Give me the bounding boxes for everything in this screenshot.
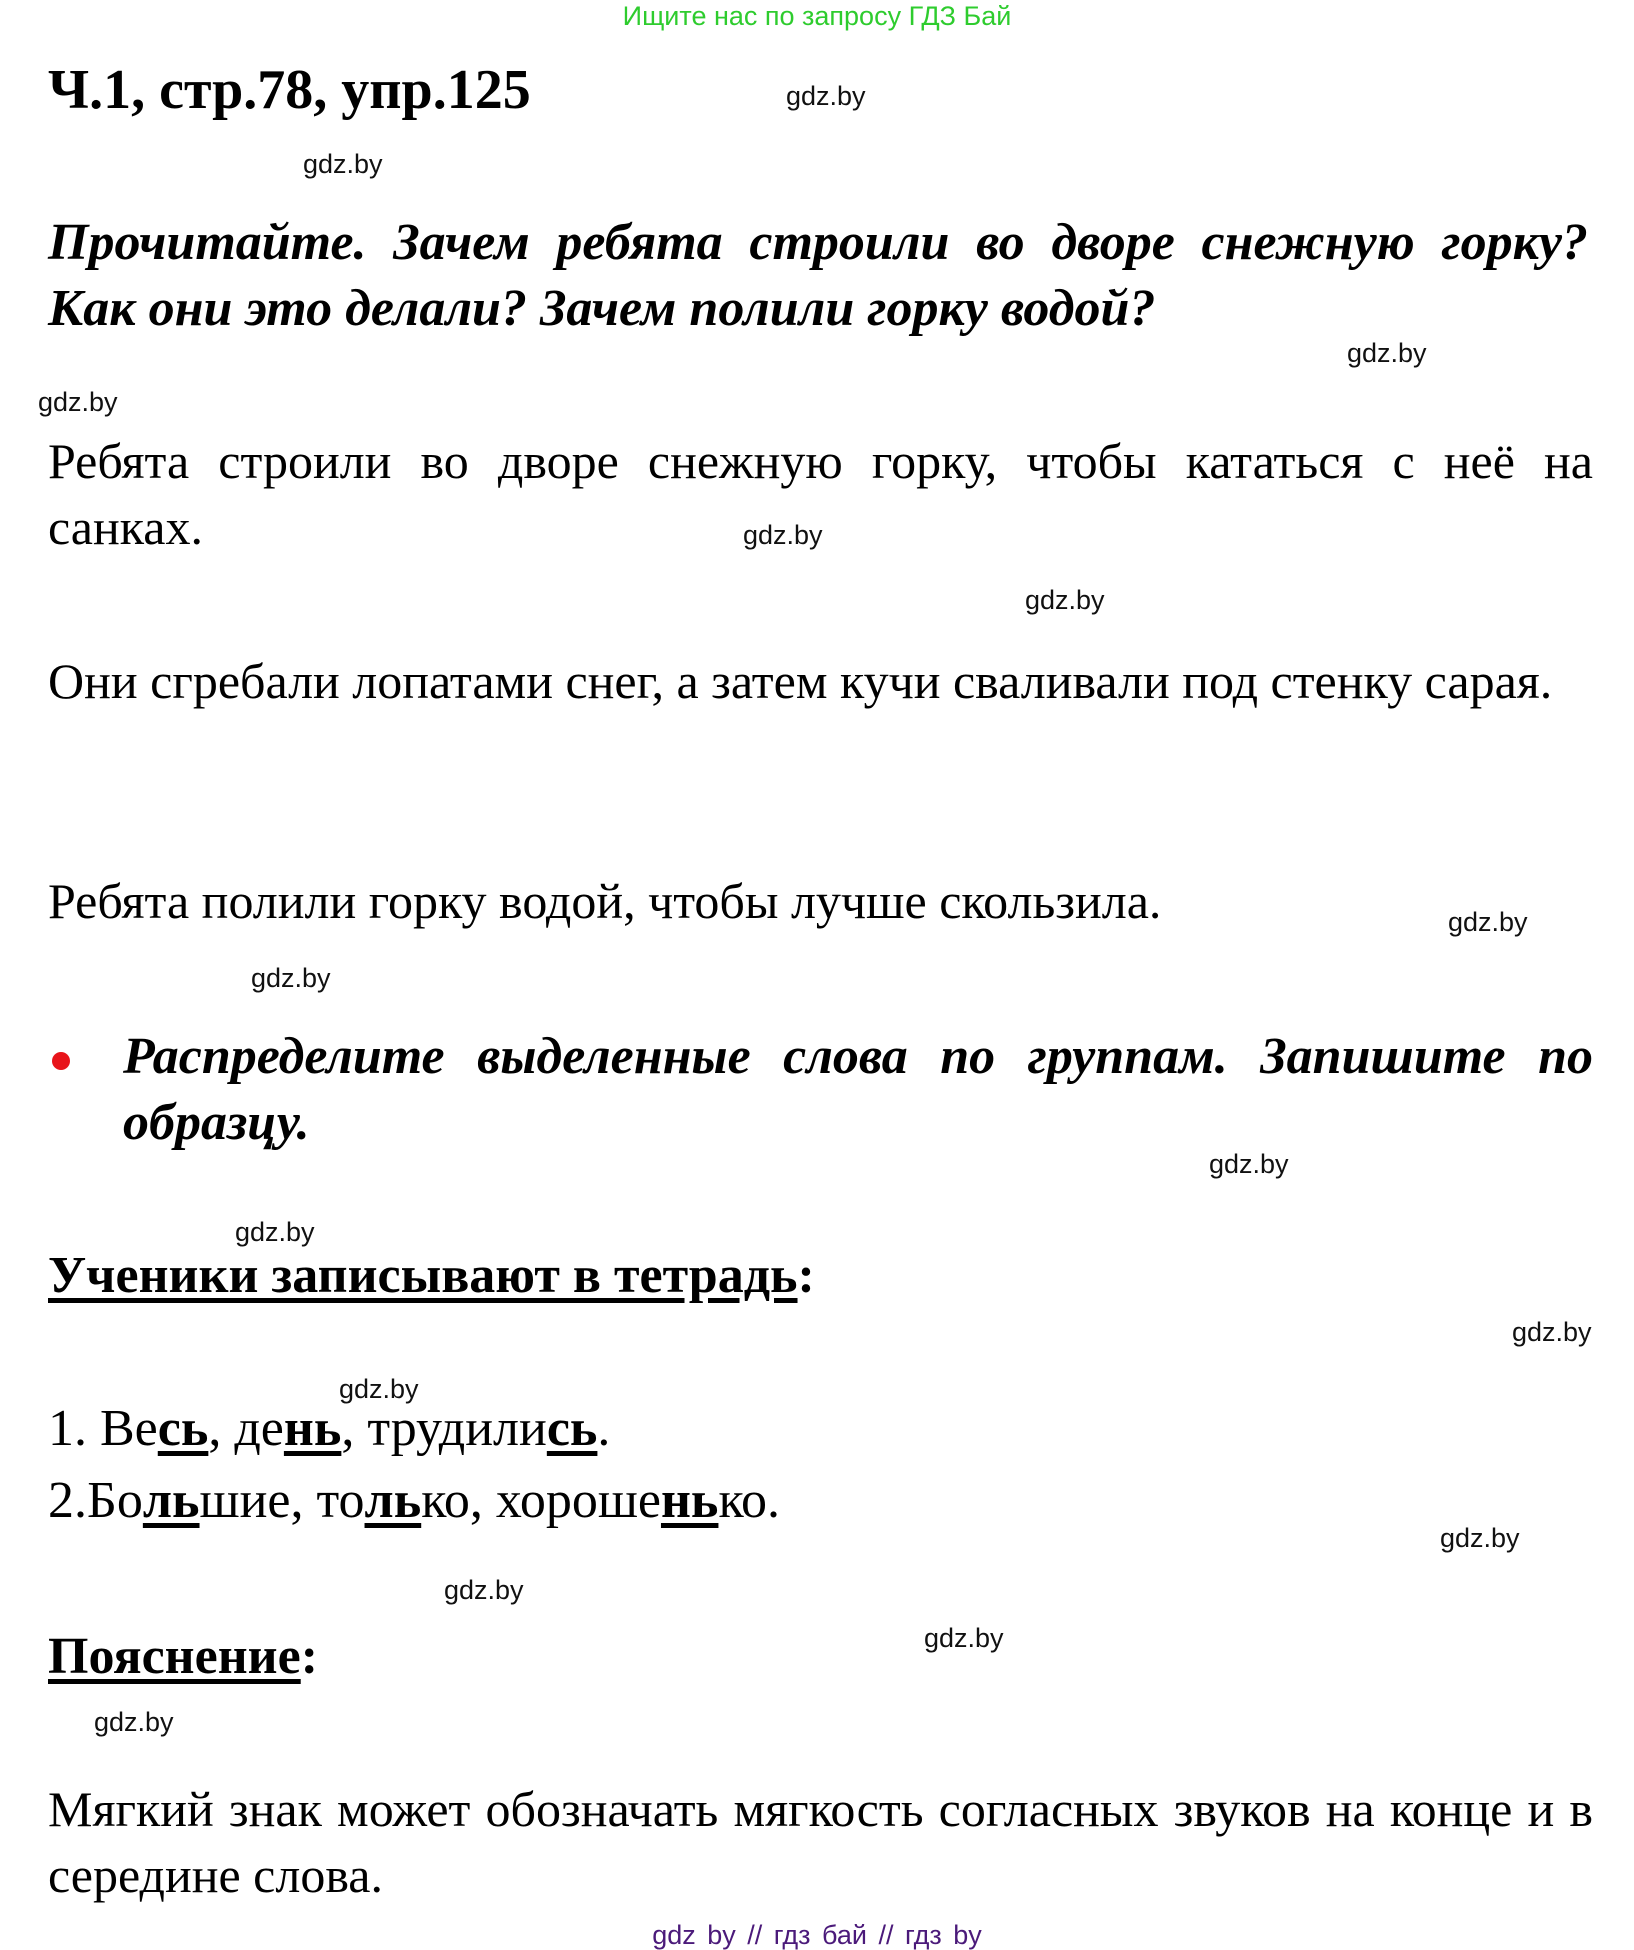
list-item-2: [48, 1468, 780, 1534]
watermark: gdz.by: [1448, 907, 1528, 937]
list-number: 2.: [48, 1472, 87, 1529]
watermark: gdz.by: [786, 81, 866, 111]
watermark: gdz.by: [251, 963, 331, 993]
text-part: Бо: [87, 1472, 143, 1529]
watermark: gdz.by: [1025, 585, 1105, 615]
students-heading-colon: :: [797, 1247, 815, 1304]
list-item-1: [48, 1396, 610, 1462]
bullet-task-text: Распределите выделенные слова по группам. Запишите по образцу.: [123, 1028, 1593, 1151]
answer-paragraph-1: Ребята строили во дворе снежную горку, чтобы кататься с неё на санках.: [48, 433, 1593, 555]
watermark: gdz.by: [743, 520, 823, 550]
footer-links: gdz by // гдз бай // гдз by: [652, 1920, 982, 1950]
text-part: Ве: [100, 1400, 158, 1457]
explanation-heading-colon: :: [300, 1628, 319, 1685]
explanation-heading: [48, 1624, 318, 1690]
highlighted-letters: сь: [546, 1400, 598, 1457]
students-heading-text: Ученики записывают в тетрадь: [48, 1247, 798, 1304]
watermark: gdz.by: [1512, 1317, 1592, 1347]
watermark: gdz.by: [1440, 1523, 1520, 1553]
highlighted-letters: ль: [142, 1472, 200, 1529]
text-part: ко, хороше: [421, 1472, 661, 1529]
text-part: ко.: [718, 1472, 781, 1529]
watermark: gdz.by: [1209, 1149, 1289, 1179]
task-question: Прочитайте. Зачем ребята строили во дворе снежную горку? Как они это делали? Зачем полили горку водой?: [48, 214, 1588, 337]
page-title: Ч.1, стр.78, упр.125: [48, 59, 531, 121]
students-heading: [48, 1243, 815, 1309]
bullet-icon: [52, 1052, 70, 1070]
explanation-heading-text: Пояснение: [48, 1628, 301, 1685]
highlighted-letters: нь: [283, 1400, 342, 1457]
answer-paragraph-3: Ребята полили горку водой, чтобы лучше скользила.: [48, 873, 1162, 929]
text-part: , трудили: [341, 1400, 547, 1457]
text-part: .: [597, 1400, 611, 1457]
explanation-text: Мягкий знак может обозначать мягкость согласных звуков на конце и в середине слова.: [48, 1781, 1593, 1903]
list-number: 1.: [48, 1400, 100, 1457]
watermark: gdz.by: [94, 1707, 174, 1737]
watermark: gdz.by: [235, 1217, 315, 1247]
watermark: gdz.by: [1347, 338, 1427, 368]
search-banner: Ищите нас по запросу ГДЗ Бай: [622, 1, 1012, 31]
highlighted-letters: сь: [157, 1400, 209, 1457]
text-part: шие, то: [199, 1472, 365, 1529]
highlighted-letters: ль: [364, 1472, 422, 1529]
watermark: gdz.by: [339, 1374, 419, 1404]
watermark: gdz.by: [303, 149, 383, 179]
watermark: gdz.by: [38, 387, 118, 417]
watermark: gdz.by: [444, 1575, 524, 1605]
text-part: , де: [208, 1400, 284, 1457]
watermark: gdz.by: [924, 1623, 1004, 1653]
answer-paragraph-2: Они сгребали лопатами снег, а затем кучи сваливали под стенку сарая.: [48, 653, 1553, 709]
highlighted-letters: нь: [660, 1472, 719, 1529]
